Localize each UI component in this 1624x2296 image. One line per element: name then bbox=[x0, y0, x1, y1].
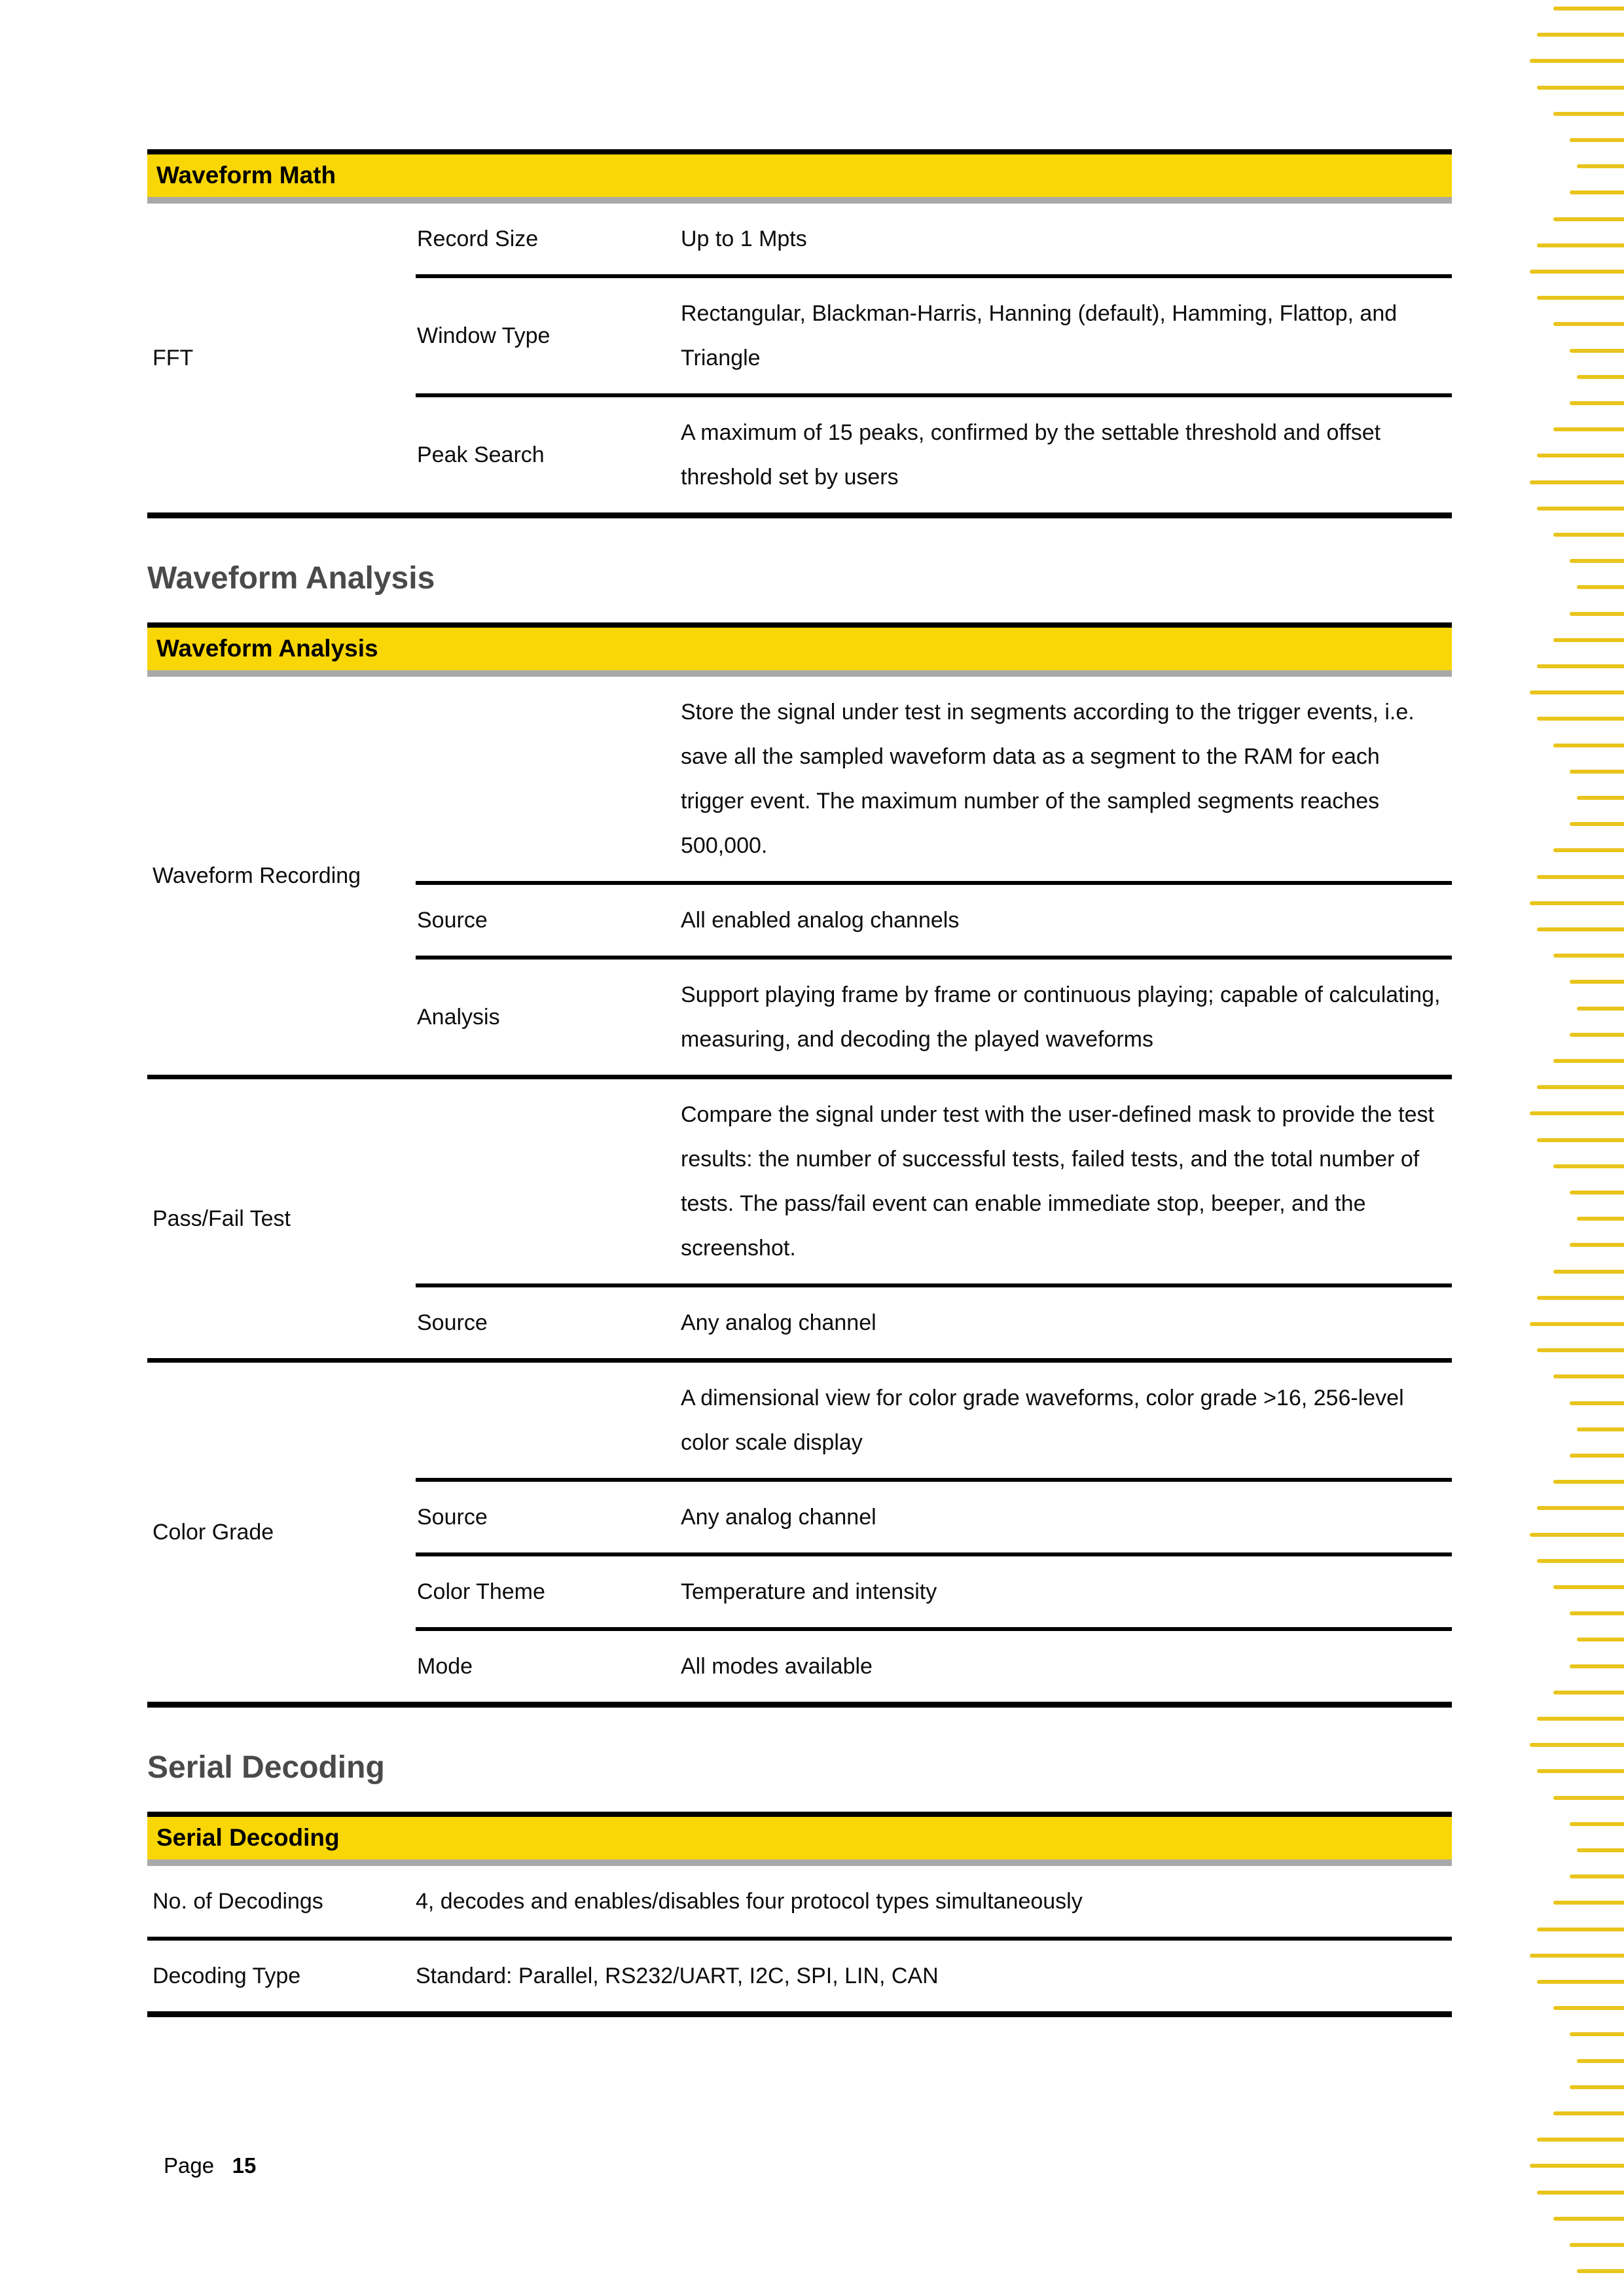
table-row bbox=[416, 1363, 1452, 1478]
highlight-dash bbox=[1577, 1638, 1624, 1641]
table-row bbox=[416, 956, 1452, 1075]
highlight-dash bbox=[1537, 507, 1624, 511]
value-cell bbox=[681, 973, 1452, 1062]
highlight-dash bbox=[1553, 322, 1624, 326]
value-text: All enabled analog channels bbox=[681, 908, 960, 933]
value-text: Store the signal under test in segments according to the trigger events, i.e. save all the sampled waveform data as a segment to the RAM for each trigger event. The maximum number of the sampled segments reaches 500,000. bbox=[681, 700, 1415, 858]
page-footer bbox=[164, 2153, 256, 2178]
table-group-color-grade bbox=[147, 1358, 1452, 1702]
highlight-dash bbox=[1537, 2191, 1624, 2195]
table-group-waveform-recording bbox=[147, 677, 1452, 1075]
param-cell: Window Type bbox=[417, 323, 550, 348]
highlight-dash bbox=[1553, 427, 1624, 431]
page-footer-label: Page bbox=[164, 2153, 215, 2178]
table-row bbox=[416, 204, 1452, 274]
highlight-dash bbox=[1553, 1585, 1624, 1589]
value-cell bbox=[681, 1300, 1452, 1345]
highlight-dash bbox=[1570, 1033, 1624, 1037]
highlight-dash bbox=[1577, 375, 1624, 379]
value-cell bbox=[681, 410, 1452, 499]
value-cell bbox=[681, 1570, 1452, 1614]
highlight-dash bbox=[1570, 2085, 1624, 2089]
highlight-dash bbox=[1530, 691, 1624, 694]
highlight-dash bbox=[1553, 1374, 1624, 1378]
table-row bbox=[147, 1866, 1452, 1937]
param-cell: Color Theme bbox=[417, 1579, 545, 1604]
table-row bbox=[147, 1937, 1452, 2011]
highlight-dash bbox=[1570, 1611, 1624, 1615]
param-cell: Mode bbox=[417, 1654, 473, 1679]
value-cell bbox=[681, 1376, 1452, 1465]
highlight-dash bbox=[1570, 349, 1624, 353]
highlight-dash bbox=[1570, 138, 1624, 142]
group-rows bbox=[416, 1363, 1452, 1702]
highlight-dash bbox=[1570, 980, 1624, 984]
param-cell: Record Size bbox=[417, 226, 539, 251]
highlight-dash bbox=[1570, 401, 1624, 405]
group-rows bbox=[416, 677, 1452, 1075]
table-row bbox=[416, 1079, 1452, 1283]
group-rows bbox=[416, 1079, 1452, 1358]
waveform-analysis-table-header: Waveform Analysis bbox=[147, 628, 1452, 670]
section-heading-serial-decoding: Serial Decoding bbox=[147, 1750, 385, 1785]
highlight-dash bbox=[1537, 1769, 1624, 1773]
highlight-dash bbox=[1577, 1427, 1624, 1431]
highlight-dash bbox=[1570, 2032, 1624, 2036]
highlight-dash bbox=[1570, 1664, 1624, 1668]
highlight-dash bbox=[1570, 1822, 1624, 1826]
highlight-dash bbox=[1553, 848, 1624, 852]
value-text: Any analog channel bbox=[681, 1505, 876, 1530]
value-cell bbox=[681, 898, 1452, 942]
highlight-dash bbox=[1537, 1296, 1624, 1300]
value-text: Rectangular, Blackman-Harris, Hanning (default), Hamming, Flattop, and Triangle bbox=[681, 301, 1398, 370]
highlight-dash bbox=[1553, 7, 1624, 10]
highlight-dash bbox=[1553, 217, 1624, 221]
group-rows bbox=[416, 204, 1452, 512]
table-row bbox=[416, 393, 1452, 512]
highlight-dash bbox=[1530, 480, 1624, 484]
value-text: Any analog channel bbox=[681, 1310, 876, 1335]
table-row bbox=[416, 274, 1452, 393]
waveform-math-table-header: Waveform Math bbox=[147, 154, 1452, 197]
table-row bbox=[416, 1283, 1452, 1358]
highlight-dash bbox=[1530, 59, 1624, 63]
value-cell: 4, decodes and enables/disables four protocol types simultaneously bbox=[416, 1889, 1083, 1914]
highlight-dash bbox=[1553, 2111, 1624, 2115]
highlight-dash bbox=[1537, 1138, 1624, 1142]
highlight-dash bbox=[1553, 1480, 1624, 1484]
highlight-dash bbox=[1553, 1691, 1624, 1695]
table-group-pass-fail-test bbox=[147, 1075, 1452, 1358]
section-heading-waveform-analysis: Waveform Analysis bbox=[147, 561, 435, 596]
highlight-dash bbox=[1577, 2059, 1624, 2063]
value-text: All modes available bbox=[681, 1654, 873, 1679]
waveform-analysis-table bbox=[147, 622, 1452, 1708]
param-cell: Source bbox=[417, 1310, 488, 1335]
serial-decoding-table bbox=[147, 1812, 1452, 2017]
value-cell bbox=[681, 690, 1452, 868]
param-cell: No. of Decodings bbox=[153, 1889, 323, 1914]
highlight-dash bbox=[1577, 796, 1624, 800]
highlight-dash bbox=[1537, 33, 1624, 37]
highlight-dash bbox=[1553, 1901, 1624, 1905]
waveform-math-table bbox=[147, 149, 1452, 518]
highlight-dash bbox=[1537, 454, 1624, 457]
value-text: A maximum of 15 peaks, confirmed by the settable threshold and offset threshold set by users bbox=[681, 420, 1381, 490]
highlight-dash bbox=[1530, 901, 1624, 905]
param-cell: Source bbox=[417, 908, 488, 933]
highlight-dash bbox=[1553, 1164, 1624, 1168]
highlight-dash bbox=[1530, 1322, 1624, 1326]
highlight-dash bbox=[1537, 1348, 1624, 1352]
highlight-dash bbox=[1530, 1743, 1624, 1747]
page-content bbox=[147, 149, 1452, 2017]
highlight-dash bbox=[1570, 770, 1624, 774]
highlight-dash bbox=[1553, 112, 1624, 116]
highlight-dash bbox=[1570, 1191, 1624, 1194]
highlight-dash bbox=[1570, 190, 1624, 194]
param-cell bbox=[416, 1092, 681, 1270]
header-gray-strip bbox=[147, 670, 1452, 677]
table-row bbox=[416, 881, 1452, 956]
header-gray-strip bbox=[147, 197, 1452, 204]
table-row bbox=[416, 677, 1452, 881]
highlight-dash bbox=[1537, 927, 1624, 931]
highlight-dash bbox=[1530, 1954, 1624, 1958]
highlight-dash bbox=[1553, 638, 1624, 642]
value-text: Support playing frame by frame or continuous playing; capable of calculating, measuring, and decoding the played waveforms bbox=[681, 982, 1441, 1052]
value-cell bbox=[681, 217, 1452, 261]
highlight-dash bbox=[1553, 1270, 1624, 1274]
highlight-dash bbox=[1553, 2217, 1624, 2221]
group-label: FFT bbox=[153, 345, 194, 370]
highlight-dash bbox=[1537, 664, 1624, 668]
highlight-dash bbox=[1553, 1796, 1624, 1800]
highlight-dash bbox=[1570, 1401, 1624, 1405]
param-cell: Decoding Type bbox=[153, 1964, 301, 1988]
value-cell bbox=[681, 1495, 1452, 1539]
highlight-dash bbox=[1577, 164, 1624, 168]
highlight-dash bbox=[1577, 1217, 1624, 1221]
highlight-dash bbox=[1570, 559, 1624, 563]
table-row bbox=[416, 1478, 1452, 1552]
table-row bbox=[416, 1627, 1452, 1702]
value-text: A dimensional view for color grade waveforms, color grade >16, 256-level color scale display bbox=[681, 1386, 1404, 1455]
highlight-dash bbox=[1530, 1111, 1624, 1115]
highlight-dash bbox=[1537, 86, 1624, 90]
highlight-dash bbox=[1570, 1454, 1624, 1458]
highlight-dash bbox=[1577, 2269, 1624, 2273]
param-cell: Source bbox=[417, 1505, 488, 1530]
highlight-dash bbox=[1577, 1007, 1624, 1011]
highlight-dash bbox=[1553, 954, 1624, 958]
value-text: Up to 1 Mpts bbox=[681, 226, 807, 251]
highlight-dash bbox=[1530, 270, 1624, 274]
value-text: Compare the signal under test with the user-defined mask to provide the test results: the number of successful tests, failed tests, and the total number of tests. The pass/fail event can enable immediate stop, beeper, and the screenshot. bbox=[681, 1102, 1434, 1261]
highlight-dash bbox=[1553, 1059, 1624, 1063]
value-text: Temperature and intensity bbox=[681, 1579, 937, 1604]
value-cell: Standard: Parallel, RS232/UART, I2C, SPI, LIN, CAN bbox=[416, 1964, 939, 1988]
highlight-dash bbox=[1570, 2243, 1624, 2247]
highlight-dash bbox=[1537, 243, 1624, 247]
header-gray-strip bbox=[147, 1859, 1452, 1866]
highlight-dash bbox=[1553, 744, 1624, 747]
highlight-dash bbox=[1537, 1717, 1624, 1721]
highlight-dash bbox=[1537, 1980, 1624, 1984]
highlight-dash bbox=[1553, 2006, 1624, 2010]
serial-decoding-table-header: Serial Decoding bbox=[147, 1817, 1452, 1859]
group-label: Color Grade bbox=[153, 1519, 274, 1545]
highlight-dash bbox=[1537, 296, 1624, 300]
highlight-dash bbox=[1570, 1243, 1624, 1247]
highlight-dash bbox=[1537, 1085, 1624, 1089]
value-cell bbox=[681, 1644, 1452, 1689]
highlight-dash bbox=[1570, 1874, 1624, 1878]
highlight-dash bbox=[1537, 717, 1624, 721]
highlight-dash bbox=[1530, 1533, 1624, 1537]
highlight-dash bbox=[1537, 875, 1624, 879]
group-label: Pass/Fail Test bbox=[153, 1206, 291, 1231]
param-cell: Peak Search bbox=[417, 442, 545, 467]
table-row bbox=[416, 1552, 1452, 1627]
highlight-dash bbox=[1537, 2138, 1624, 2142]
param-cell bbox=[416, 1376, 681, 1465]
highlight-dash bbox=[1577, 585, 1624, 589]
highlight-dash bbox=[1537, 1559, 1624, 1563]
table-group-fft bbox=[147, 204, 1452, 512]
highlight-dash bbox=[1553, 533, 1624, 537]
highlight-dash bbox=[1570, 822, 1624, 826]
highlight-dash bbox=[1537, 1506, 1624, 1510]
value-cell bbox=[681, 1092, 1452, 1270]
value-cell bbox=[681, 291, 1452, 380]
highlight-dash bbox=[1577, 1848, 1624, 1852]
highlight-dash bbox=[1530, 2164, 1624, 2168]
page-number: 15 bbox=[232, 2153, 257, 2178]
highlight-dash bbox=[1570, 612, 1624, 616]
highlight-dash-rail bbox=[1513, 0, 1624, 2296]
param-cell bbox=[416, 690, 681, 868]
group-label: Waveform Recording bbox=[153, 863, 361, 888]
param-cell: Analysis bbox=[417, 1005, 500, 1030]
highlight-dash bbox=[1537, 1928, 1624, 1931]
